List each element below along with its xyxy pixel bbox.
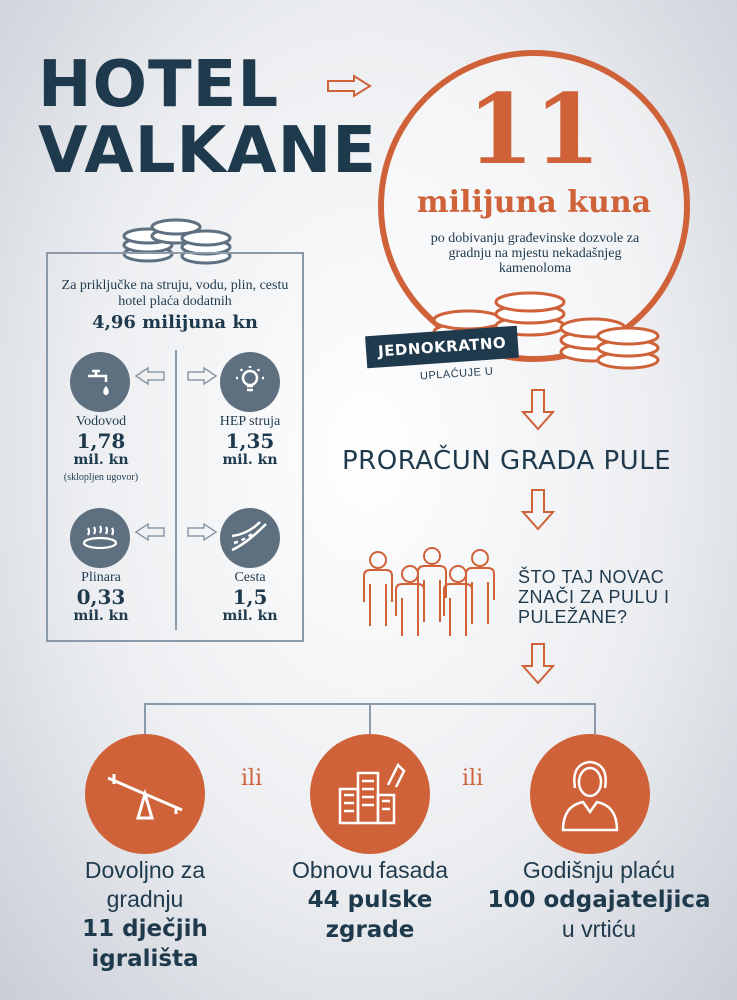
electricity-value: 1,35 [225,429,275,453]
gas-flame-icon [70,508,130,568]
gas-label: Plinara [81,570,121,585]
arrow-down-icon [520,388,556,432]
water-label: Vodovod [75,414,127,429]
title-line-2: VALKANE [38,114,377,188]
lightbulb-icon [220,352,280,412]
connections-intro: Za priključke na struju, vodu, plin, cestu hotel plaća dodatnih [61,278,289,309]
result-3-after: u vrtiću [561,916,637,942]
title-line-1: HOTEL [38,48,280,122]
badge-subtext: UPLAĆUJE U [419,365,494,383]
arrow-right-icon [186,522,218,542]
road-icon [220,508,280,568]
result-playgrounds [30,856,260,974]
water-unit: mil. kn [73,452,129,468]
electricity-label: HEP struja [219,414,281,429]
people-group-icon [352,546,502,638]
headline-unit: milijuna kuna [416,185,652,220]
question-line-2: ZNAČI ZA PULU I [518,587,670,607]
seesaw-icon [85,734,205,854]
arrow-down-icon [520,642,556,686]
arrow-left-icon [134,366,166,386]
question-line-1: ŠTO TAJ NOVAC [518,567,665,587]
gas-unit: mil. kn [73,608,129,624]
road-value: 1,5 [232,585,268,609]
city-budget-label: PRORAČUN GRADA PULE [342,446,672,476]
question-line-3: PULEŽANE? [518,607,628,627]
one-time-badge: JEDNOKRATNO [365,326,519,369]
result-1-highlight: 11 dječjih igrališta [82,916,208,972]
electricity-unit: mil. kn [222,452,278,468]
arrow-right-icon [186,366,218,386]
water-note: (sklopljen ugovor) [63,472,139,483]
or-label: ili [241,766,263,791]
road-label: Cesta [234,570,266,585]
or-label: ili [462,766,484,791]
result-1-line-1: Dovoljno za [84,857,206,883]
result-2-after: zgrade [325,917,415,943]
result-2-line-1: Obnovu fasada [291,857,448,883]
headline-amount: 11 [467,73,601,186]
water-tap-icon [70,352,130,412]
result-facades [260,856,480,945]
arrow-left-icon [134,522,166,542]
arrow-down-icon [520,488,556,532]
road-unit: mil. kn [222,608,278,624]
result-3-highlight: 100 odgajateljica [487,887,711,913]
connections-total: 4,96 milijuna kn [92,312,258,333]
arrow-right-icon [326,74,372,98]
result-1-line-2: gradnju [106,886,184,912]
headline-description: po dobivanju građevinske dozvole za gradnju na mjestu nekadašnjeg kamenoloma [430,231,640,276]
result-3-line-1: Godišnju plaću [522,857,676,883]
result-2-highlight: 44 pulske [307,887,433,913]
result-salaries [484,856,714,944]
page-title [38,48,377,188]
teacher-icon [530,734,650,854]
buildings-icon [310,734,430,854]
gas-value: 0,33 [76,585,126,609]
connections-divider [175,350,177,630]
water-value: 1,78 [76,429,126,453]
question-text [518,567,670,627]
